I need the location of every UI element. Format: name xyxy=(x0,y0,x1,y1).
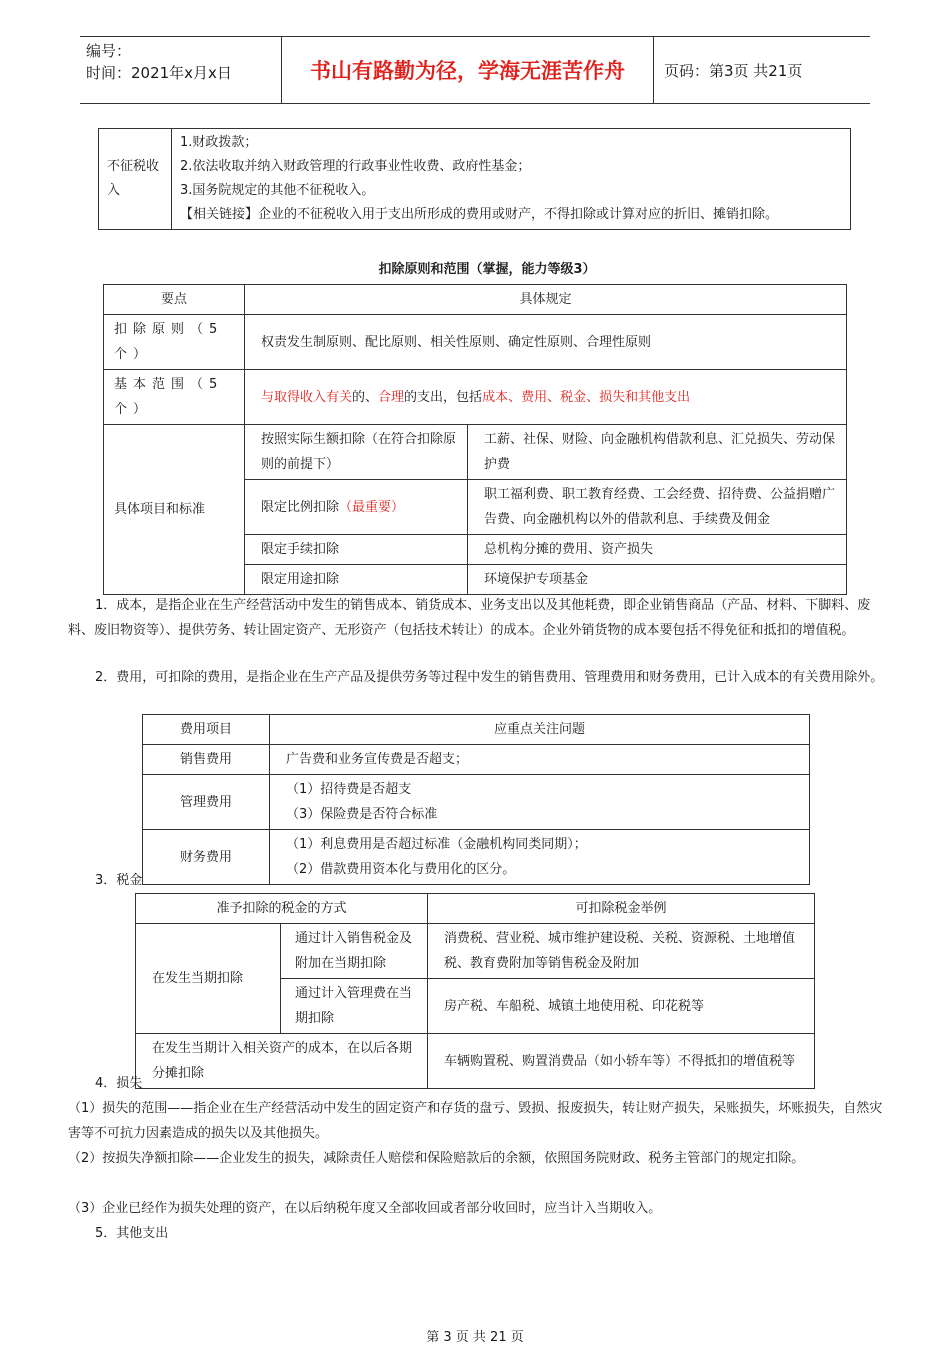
tax-heading: 3．税金 xyxy=(95,873,143,888)
expense-point: 广告费和业务宣传费是否超支； xyxy=(270,745,810,775)
examples-cell: 工薪、社保、财险、向金融机构借款利息、汇兑损失、劳动保护费 xyxy=(468,425,847,480)
motto: 书山有路勤为径，学海无涯苦作舟 xyxy=(282,37,654,103)
scope-label: 基本范围（5个） xyxy=(104,370,245,425)
time-text: 时间：2021年x月x日 xyxy=(86,64,232,82)
non-taxable-item: 1.财政拨款； xyxy=(180,135,258,150)
expense-point: （1）招待费是否超支 xyxy=(286,782,412,797)
loss-paragraph: （1）损失的范围——指企业在生产经营活动中发生的固定资产和存货的盘亏、毁损、报废损失，转让财产损失，呆账损失，坏账损失，自然灾害等不可抗力因素造成的损失以及其他损失。 xyxy=(68,1101,883,1141)
header-cell: 应重点关注问题 xyxy=(270,715,810,745)
code-label: 编号： xyxy=(86,42,132,60)
expense-paragraph: 2．费用，可扣除的费用，是指企业在生产产品及提供劳务等过程中发生的销售费用、管理费用和财务费用，已计入成本的有关费用除外。 xyxy=(95,670,884,685)
tax-method: 通过计入管理费在当期扣除 xyxy=(281,979,428,1034)
method-cell xyxy=(245,480,468,535)
deduction-table xyxy=(103,284,847,595)
expense-table xyxy=(142,714,810,885)
expense-item: 财务费用 xyxy=(143,830,270,885)
deduction-title: 扣除原则和范围（掌握，能力等级3） xyxy=(378,262,596,277)
header-cell: 准予扣除的税金的方式 xyxy=(136,894,428,924)
page-footer: 第 3 页 共 21 页 xyxy=(426,1330,524,1345)
principle-text: 权责发生制原则、配比原则、相关性原则、确定性原则、合理性原则 xyxy=(245,315,847,370)
asset-cost-label: 在发生当期计入相关资产的成本，在以后各期分摊扣除 xyxy=(136,1034,428,1089)
method-cell: 限定用途扣除 xyxy=(245,565,468,595)
principle-label: 扣除原则（5个） xyxy=(104,315,245,370)
header-cell: 具体规定 xyxy=(245,285,847,315)
other-heading: 5．其他支出 xyxy=(95,1226,169,1241)
non-taxable-items xyxy=(172,129,851,230)
tax-examples: 车辆购置税、购置消费品（如小轿车等）不得抵扣的增值税等 xyxy=(428,1034,815,1089)
method-note: （最重要） xyxy=(339,499,405,515)
expense-points xyxy=(270,775,810,830)
scope-text xyxy=(245,370,847,425)
tax-method: 通过计入销售税金及附加在当期扣除 xyxy=(281,924,428,979)
method-cell: 按照实际生额扣除（在符合扣除原则的前提下） xyxy=(245,425,468,480)
loss-paragraph: （3）企业已经作为损失处理的资产，在以后纳税年度又全部收回或者部分收回时，应当计入当期收入。 xyxy=(68,1201,662,1216)
expense-item: 销售费用 xyxy=(143,745,270,775)
scope-part: 合理 xyxy=(378,389,405,405)
loss-paragraph: （2）按损失净额扣除——企业发生的损失，减除责任人赔偿和保险赔款后的余额，依照国务院财政、税务主管部门的规定扣除。 xyxy=(68,1151,805,1166)
tax-examples: 房产税、车船税、城镇土地使用税、印花税等 xyxy=(428,979,815,1034)
non-taxable-table xyxy=(98,128,851,230)
header-cell: 费用项目 xyxy=(143,715,270,745)
scope-part: 成本、费用、税金、损失和其他支出 xyxy=(482,389,691,405)
non-taxable-label: 不征税收入 xyxy=(99,129,172,230)
page-code: 页码：第3页 共21页 xyxy=(664,61,803,80)
header-meta xyxy=(80,37,282,103)
related-link-note: 【相关链接】企业的不征税收入用于支出所形成的费用或财产，不得扣除或计算对应的折旧、摊销扣除。 xyxy=(180,207,779,222)
current-period-label: 在发生当期扣除 xyxy=(136,924,281,1034)
items-label: 具体项目和标准 xyxy=(104,425,245,595)
method-text: 限定比例扣除 xyxy=(261,499,340,515)
examples-cell: 总机构分摊的费用、资产损失 xyxy=(468,535,847,565)
tax-examples: 消费税、营业税、城市维护建设税、关税、资源税、土地增值税、教育费附加等销售税金及附加 xyxy=(428,924,815,979)
method-cell: 限定手续扣除 xyxy=(245,535,468,565)
scope-part: 的支出，包括 xyxy=(404,389,483,405)
scope-part: 与取得收入有关 xyxy=(261,389,353,405)
examples-cell: 环境保护专项基金 xyxy=(468,565,847,595)
loss-heading: 4．损失 xyxy=(95,1076,143,1091)
scope-part: 的、 xyxy=(352,389,379,405)
header-cell: 可扣除税金举例 xyxy=(428,894,815,924)
page-header xyxy=(80,36,870,104)
examples-cell: 职工福利费、职工教育经费、工会经费、招待费、公益捐赠广告费、向金融机构以外的借款利息、手续费及佣金 xyxy=(468,480,847,535)
expense-point: （3）保险费是否符合标准 xyxy=(286,807,438,822)
non-taxable-item: 3.国务院规定的其他不征税收入。 xyxy=(180,183,375,198)
expense-point: （1）利息费用是否超过标准（金融机构同类同期）； xyxy=(286,837,587,852)
header-cell: 要点 xyxy=(104,285,245,315)
expense-item: 管理费用 xyxy=(143,775,270,830)
non-taxable-item: 2.依法收取并纳入财政管理的行政事业性收费、政府性基金； xyxy=(180,159,531,174)
expense-point: （2）借款费用资本化与费用化的区分。 xyxy=(286,862,516,877)
tax-table xyxy=(135,893,815,1089)
cost-paragraph: 1．成本，是指企业在生产经营活动中发生的销售成本、销货成本、业务支出以及其他耗费，即企业销售商品（产品、材料、下脚料、废料、废旧物资等）、提供劳务、转让固定资产、无形资产（包括技术转让）的成本。企业外销货物的成本要包括不得免征和抵扣的增值税。 xyxy=(68,598,871,638)
